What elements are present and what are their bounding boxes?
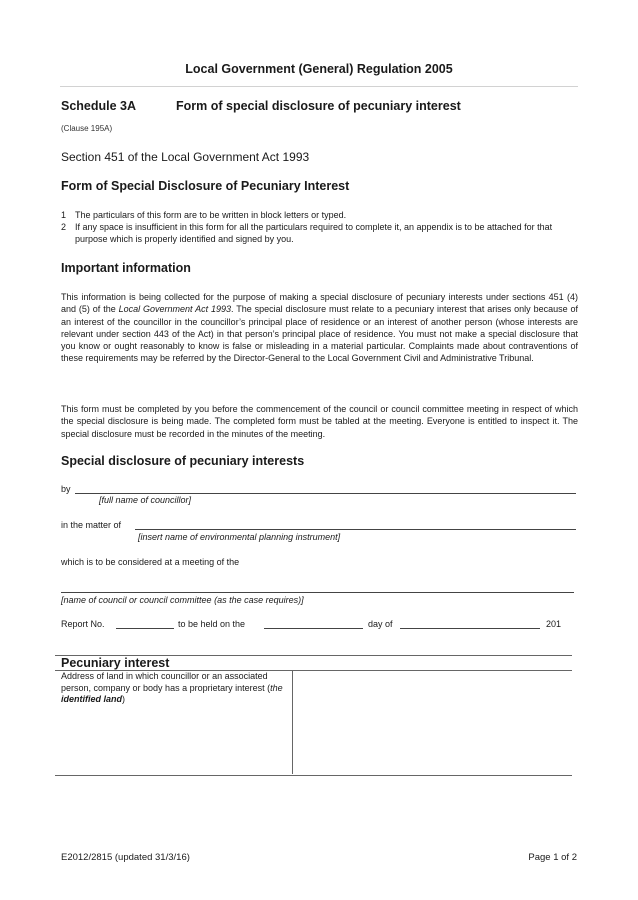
council-name-hint: [name of council or council committee (as the case requires)] (61, 595, 304, 605)
document-reference: E2012/2815 (updated 31/3/16) (61, 852, 190, 863)
schedule-label: Schedule 3A (61, 99, 137, 113)
councillor-name-hint: [full name of councillor] (99, 495, 192, 505)
clause-reference: (Clause 195A) (61, 124, 113, 133)
schedule-title: Form of special disclosure of pecuniary interest (176, 99, 461, 113)
instruction-item (61, 221, 579, 245)
land-text-close: ) (122, 694, 126, 704)
section-reference: Section 451 of the Local Government Act 1993 (61, 150, 310, 164)
meeting-label: which is to be considered at a meeting of the (61, 557, 240, 567)
important-text-a: This information is being collected for the purpose of making a special disclosure of pecuniary interests under sections 451 (4) and (5) of the (61, 292, 578, 315)
identified-land-label (61, 671, 289, 706)
councillor-name-field[interactable] (75, 493, 576, 494)
held-on-label: to be held on the (178, 619, 246, 629)
matter-label: in the matter of (61, 520, 122, 530)
page-number: Page 1 of 2 (528, 852, 577, 863)
meeting-date-field[interactable] (264, 628, 363, 629)
instrument-name-hint: [insert name of environmental planning instrument] (138, 532, 341, 542)
special-disclosure-heading: Special disclosure of pecuniary interests (61, 454, 305, 468)
meeting-month-field[interactable] (400, 628, 540, 629)
identified-land-field[interactable] (294, 671, 571, 773)
year-label: 201 (546, 619, 562, 629)
pecuniary-heading: Pecuniary interest (61, 656, 170, 670)
header-divider (60, 86, 578, 87)
by-label: by (61, 484, 71, 494)
regulation-title: Local Government (General) Regulation 2005 (185, 62, 453, 76)
act-name: Local Government Act 1993 (118, 304, 232, 315)
important-heading: Important information (61, 261, 191, 275)
instruction-text: If any space is insufficient in this form for all the particulars required to complete it, an appendix is to be attached for that purpose which is properly identified and signed by you. (75, 222, 553, 244)
instruction-item (61, 209, 579, 221)
land-text-a: Address of land in which councillor or an associated person, company or body has a proprietary interest ( (61, 671, 271, 693)
instruction-number: 2 (61, 222, 67, 232)
important-paragraph-1 (61, 291, 578, 365)
instruction-text: The particulars of this form are to be written in block letters or typed. (75, 210, 347, 220)
form-heading: Form of Special Disclosure of Pecuniary Interest (61, 179, 350, 193)
report-number-field[interactable] (116, 628, 174, 629)
council-name-field[interactable] (61, 592, 574, 593)
instrument-name-field[interactable] (135, 529, 576, 530)
important-text-b: . The special disclosure must relate to a pecuniary interest that arises only because of an interest of the councillor in the councillor’s principal place of residence or an interest of another person (whose interests are relevant under section 443 of the Act) in that person’s principal place of residence. You must not make a special disclosure that you know or ought reasonably to know is false or misleading in a material particular. Complaints made about contraventions of these requirements may be referred by the Director-General to the Local Government Civil and Administrative Tribunal. (61, 304, 578, 364)
report-number-label: Report No. (61, 619, 105, 629)
pecuniary-column-divider (292, 670, 293, 774)
important-paragraph-2: This form must be completed by you before the commencement of the council or council committee meeting in respect of which the special disclosure is being made. The completed form must be tabled at the meeting. Everyone is entitled to inspect it. The special disclosure must be recorded in the minutes of the meeting. (61, 404, 578, 439)
instruction-number: 1 (61, 210, 67, 220)
land-text-identified: identified land (61, 694, 123, 704)
land-text-the: the (270, 682, 283, 693)
instructions-list (61, 209, 579, 245)
day-of-label: day of (368, 619, 393, 629)
